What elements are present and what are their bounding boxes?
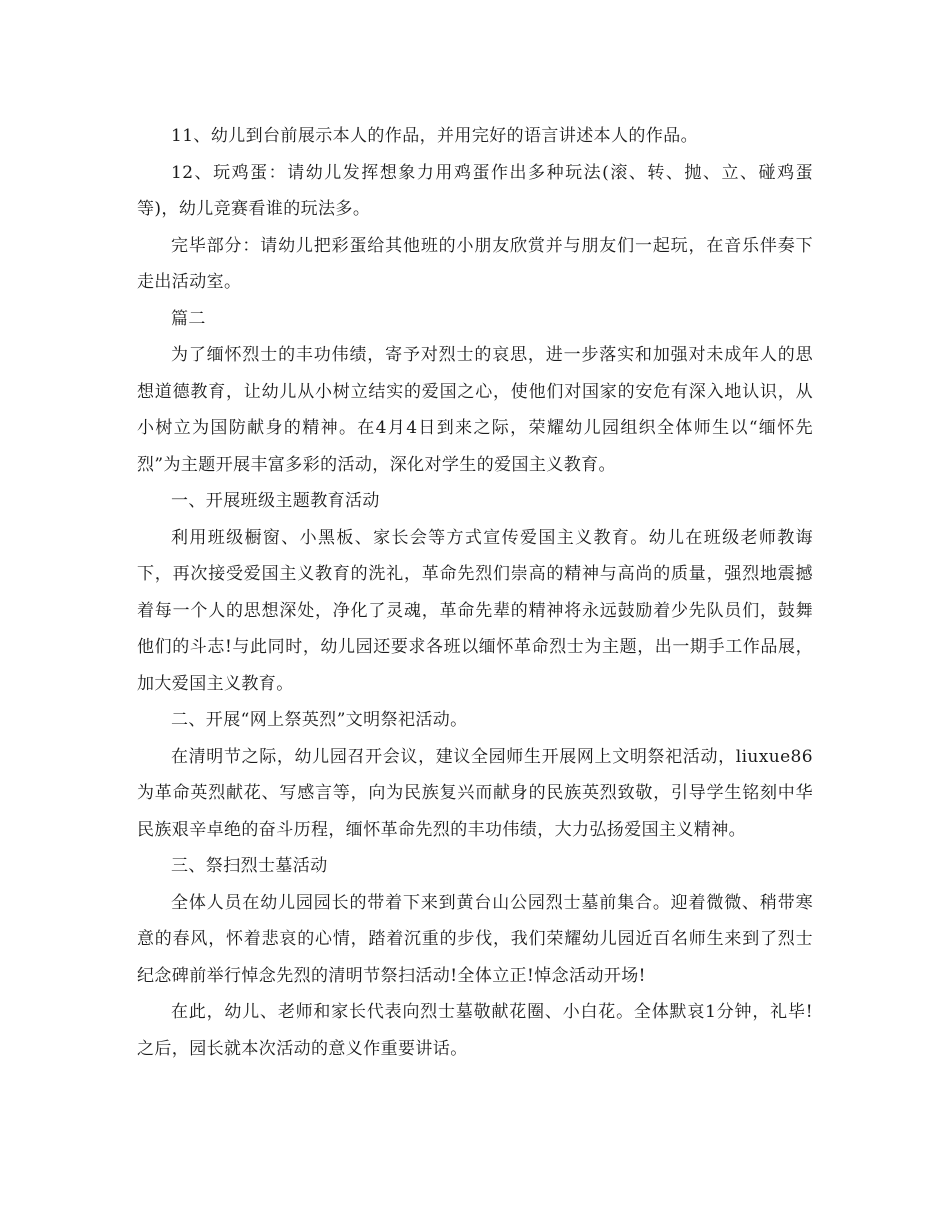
paragraph-section-three: 全体人员在幼儿园园长的带着下来到黄台山公园烈士墓前集合。迎着微微、稍带寒意的春风，怀着悲哀的心情，踏着沉重的步伐，我们荣耀幼儿园近百名师生来到了烈士纪念碑前举行悼念先烈的清明节祭扫活动!全体立正!悼念活动开场! [137,892,813,986]
section-heading-part-two: 篇二 [171,308,206,329]
document-body [137,118,813,1067]
heading-section-three: 三、祭扫烈士墓活动 [171,856,328,876]
paragraph-section-one: 利用班级橱窗、小黑板、家长会等方式宣传爱国主义教育。幼儿在班级老师教诲下，再次接受爱国主义教育的洗礼，革命先烈们崇高的精神与高尚的质量，强烈地震撼着每一个人的思想深处，净化了灵魂，革命先辈的精神将永远鼓励着少先队员们，鼓舞他们的斗志!与此同时，幼儿园还要求各班以缅怀革命烈士为主题，出一期手工作品展，加大爱国主义教育。 [137,527,813,694]
paragraph-activity-11: 11、幼儿到台前展示本人的作品，并用完好的语言讲述本人的作品。 [171,126,699,146]
paragraph-activity-12: 12、玩鸡蛋：请幼儿发挥想象力用鸡蛋作出多种玩法(滚、转、抛、立、碰鸡蛋等)，幼儿竞赛看谁的玩法多。 [137,162,813,219]
paragraph-introduction: 为了缅怀烈士的丰功伟绩，寄予对烈士的哀思，进一步落实和加强对未成年人的思想道德教育，让幼儿从小树立结实的爱国之心，使他们对国家的安危有深入地认识，从小树立为国防献身的精神。在4月4日到来之际，荣耀幼儿园组织全体师生以“缅怀先烈”为主题开展丰富多彩的活动，深化对学生的爱国主义教育。 [137,345,813,475]
paragraph-ceremony: 在此，幼儿、老师和家长代表向烈士墓敬献花圈、小白花。全体默哀1分钟，礼毕! 之后，园长就本次活动的意义作重要讲话。 [137,1002,813,1059]
paragraph-section-two: 在清明节之际，幼儿园召开会议，建议全园师生开展网上文明祭祀活动，liuxue86为革命英烈献花、写感言等，向为民族复兴而献身的民族英烈致敬，引导学生铭刻中华民族艰辛卓绝的奋斗历程，缅怀革命先烈的丰功伟绩，大力弘扬爱国主义精神。 [137,746,813,840]
paragraph-closing: 完毕部分：请幼儿把彩蛋给其他班的小朋友欣赏并与朋友们一起玩，在音乐伴奏下走出活动室。 [137,235,813,292]
heading-section-one: 一、开展班级主题教育活动 [171,491,380,511]
heading-section-two: 二、开展“网上祭英烈”文明祭祀活动。 [171,710,468,730]
